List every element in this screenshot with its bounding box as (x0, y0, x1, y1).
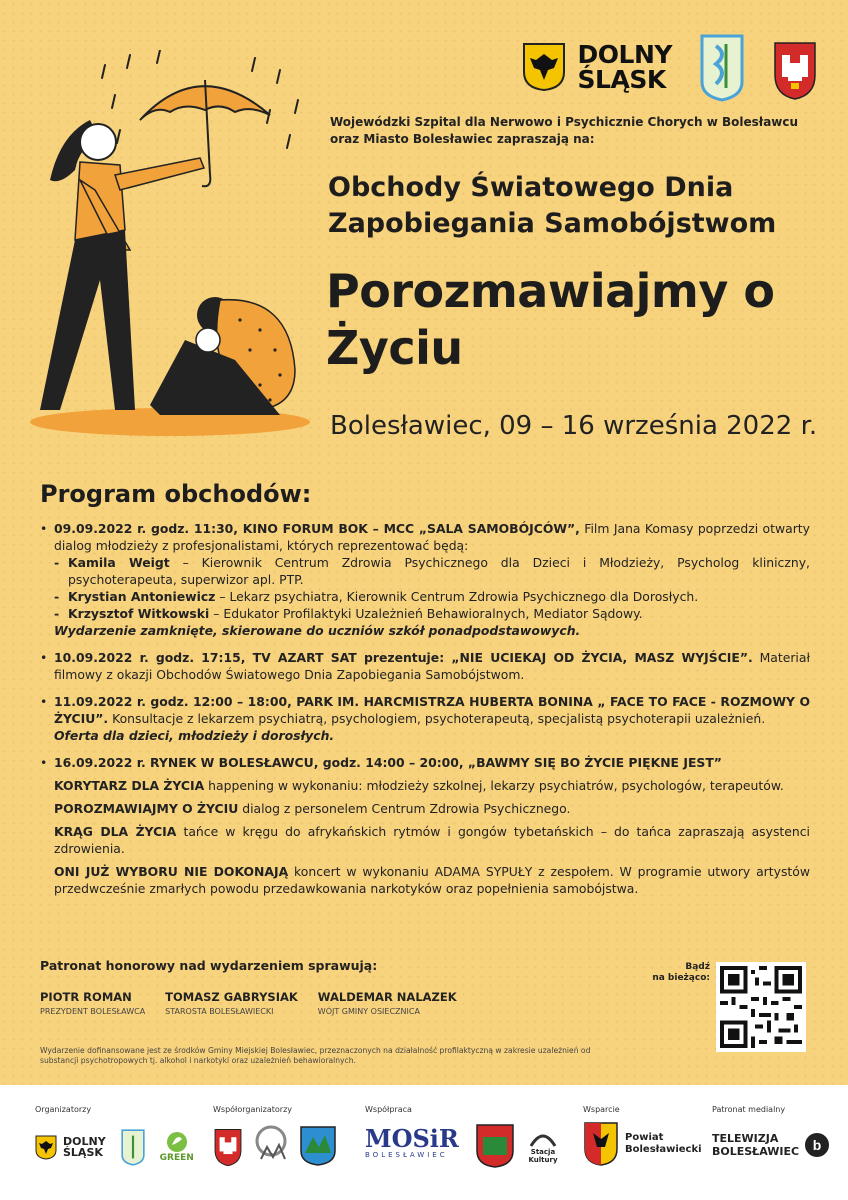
sub-event (54, 800, 810, 817)
patron (165, 990, 298, 1016)
program-heading: Program obchodów: (40, 480, 312, 508)
event-date-title: 10.09.2022 r. godz. 17:15, TV AZART SAT prezentuje: „NIE UCIEKAJ OD ŻYCIA, MASZ WYJŚCIE”. (54, 650, 753, 665)
event-item (40, 649, 810, 683)
headline: Porozmawiajmy o Życiu (326, 264, 775, 375)
coorganizers-logos (213, 1123, 337, 1167)
osiecznica-logo (299, 1123, 337, 1167)
qr-code[interactable] (716, 962, 806, 1052)
green-text: GREEN (159, 1153, 194, 1163)
powiat-logo (583, 1121, 702, 1167)
boleslawiec-coat-of-arms (772, 33, 818, 101)
label-support: Wsparcie (583, 1105, 620, 1114)
sponsor-bar (0, 1085, 848, 1200)
dolny-slask-text: DOLNY ŚLĄSK (63, 1135, 106, 1159)
sub-event-title: ONI JUŻ WYBORU NIE DOKONAJĄ (54, 864, 289, 879)
green-logo (160, 1131, 194, 1163)
speaker-role: – Edukator Profilaktyki Uzależnień Behawioralnych, Mediator Sądowy. (209, 606, 643, 621)
top-logos (522, 32, 818, 102)
stacja-kultury-logo (527, 1126, 559, 1164)
bullet: • (40, 521, 48, 536)
place-date: Bolesławiec, 09 – 16 września 2022 r. (330, 411, 818, 441)
patron-name: TOMASZ GABRYSIAK (165, 990, 298, 1004)
sub-event-desc: koncert w wykonaniu ADAMA SYPUŁY z zespołem. W programie utwory artystów przedwcześnie zmarłych powodu przedawkowania narkotyków oraz popełnienia samobójstwa. (54, 864, 810, 896)
speaker-role: – Kierownik Centrum Zdrowia Psychicznego dla Dzieci i Młodzieży, Psycholog kliniczny, psychoterapeuta, superwizor apl. PTP. (68, 555, 810, 587)
event-desc: Konsultacje z lekarzem psychiatrą, psychologiem, psychoterapeutą, specjalistą psychoterapii uzależnień. (108, 711, 766, 726)
event-desc: Materiał filmowy z okazji Obchodów Światowego Dnia Zapobiegania Samobójstwom. (54, 650, 810, 682)
hospital-logo (120, 1128, 146, 1166)
patrons-list (40, 990, 457, 1016)
event-item (40, 520, 810, 639)
sub-event-desc: tańce w kręgu do afrykańskich rytmów i gongów tybetańskich – do tańca zapraszają asystenci zdrowienia. (54, 824, 810, 856)
mosir-sub: BOLESŁAWIEC (365, 1151, 448, 1159)
sub-event-desc: happening w wykonaniu: młodzieży szkolnej, lekarzy psychiatrów, psychologów, terapeutów. (204, 778, 784, 793)
bullet: • (40, 650, 48, 665)
sub-event-title: KRĄG DLA ŻYCIA (54, 824, 177, 839)
event-date-title: 11.09.2022 r. godz. 12:00 – 18:00, PARK IM. HARCMISTRZA HUBERTA BONINA „ FACE TO FACE - ROZMOWY O ŻYCIU”. (54, 694, 810, 726)
patron (318, 990, 457, 1016)
sub-event-title: POROZMAWIAJMY O ŻYCIU (54, 801, 239, 816)
funding-note: Wydarzenie dofinansowane jest ze środków Gminy Miejskiej Bolesławiec, przeznaczonych na działalność profilaktyczną w zakresie uzależnień od substancji psychotropowych tj. alkohol i narkotyki oraz uzależnień behawioralnych. (40, 1046, 591, 1065)
qr-code-icon (720, 966, 802, 1048)
sub-event-desc: dialog z personelem Centrum Zdrowia Psychicznego. (238, 801, 571, 816)
organizers-logos (35, 1128, 194, 1166)
bullet: • (40, 694, 48, 709)
event-title: Obchody Światowego Dnia Zapobiegania Samobójstwom (328, 172, 777, 239)
intro-text: Wojewódzki Szpital dla Nerwowo i Psychicznie Chorych w Bolesławcu oraz Miasto Bolesławiec zapraszają na: (330, 115, 799, 146)
tv-logo (712, 1131, 831, 1159)
svg-text:b: b (812, 1137, 822, 1153)
powiat-shield-icon (583, 1121, 619, 1167)
boleslawiec-coat-of-arms (213, 1123, 243, 1167)
event-item (40, 754, 810, 897)
bullet: • (40, 755, 48, 770)
mosir-text: MOSiR (365, 1124, 459, 1153)
mosir-logo (365, 1124, 459, 1159)
patron-role: PREZYDENT BOLESŁAWCA (40, 1007, 146, 1016)
qr-label: Bądź na bieżąco: (652, 962, 710, 983)
patronage-heading: Patronat honorowy nad wydarzeniem sprawują: (40, 958, 378, 973)
leaf-icon (166, 1131, 188, 1153)
stacja-text: Stacja Kultury (528, 1148, 558, 1164)
patron-name: WALDEMAR NALAZEK (317, 990, 457, 1004)
sub-event (54, 777, 810, 794)
label-media: Patronat medialny (712, 1105, 786, 1114)
patron-name: PIOTR ROMAN (40, 990, 132, 1004)
event-desc: Film Jana Komasy poprzedzi otwarty dialog młodzieży z profesjonalistami, których reprezentować będą: (54, 521, 810, 553)
speaker-name: Krzysztof Witkowski (68, 606, 210, 621)
sub-event (54, 863, 810, 897)
tv-text: TELEWIZJA BOLESŁAWIEC (712, 1132, 800, 1158)
speaker-name: Krystian Antoniewicz (68, 589, 216, 604)
event-date-title: 09.09.2022 r. godz. 11:30, KINO FORUM BOK – MCC „SALA SAMOBÓJCÓW”, (54, 521, 580, 536)
dolny-slask-logo (522, 42, 672, 92)
label-organizers: Organizatorzy (35, 1105, 92, 1114)
sub-event (54, 823, 810, 857)
mc-logo (253, 1123, 289, 1167)
event-note: Oferta dla dzieci, młodzieży i dorosłych. (54, 728, 335, 743)
gmina-boleslawiec-logo (475, 1121, 515, 1169)
eagle-shield-icon (522, 42, 566, 92)
speaker: - Krzysztof Witkowski – Edukator Profilaktyki Uzależnień Behawioralnych, Mediator Sądowy. (54, 606, 643, 621)
eagle-shield-icon (35, 1135, 57, 1160)
speaker: - Kamila Weigt – Kierownik Centrum Zdrowia Psychicznego dla Dzieci i Młodzieży, Psycholog kliniczny, psychoterapeuta, superwizor apl. PTP. (54, 555, 810, 587)
sub-event-title: KORYTARZ DLA ŻYCIA (54, 778, 205, 793)
tv-b-icon (803, 1131, 831, 1159)
patron-role: STAROSTA BOLESŁAWIECKI (165, 1007, 274, 1016)
stacja-icon (527, 1126, 559, 1148)
event-item (40, 693, 810, 744)
umbrella-illustration (20, 50, 320, 450)
dolny-slask-text: DOLNY ŚLĄSK (577, 40, 672, 94)
event-date-title: 16.09.2022 r. RYNEK W BOLESŁAWCU, godz. 14:00 – 20:00, „BAWMY SIĘ BO ŻYCIE PIĘKNE JEST” (54, 755, 722, 770)
speaker-name: Kamila Weigt (68, 555, 170, 570)
speaker-role: – Lekarz psychiatra, Kierownik Centrum Zdrowia Psychicznego dla Dorosłych. (215, 589, 699, 604)
speaker: - Krystian Antoniewicz – Lekarz psychiatra, Kierownik Centrum Zdrowia Psychicznego dla Dorosłych. (54, 589, 699, 604)
label-coorganizers: Współorganizatorzy (213, 1105, 292, 1114)
hospital-logo (698, 32, 746, 102)
label-cooperation: Współpraca (365, 1105, 412, 1114)
powiat-text: Powiat Bolesławiecki (625, 1132, 702, 1155)
program-list (40, 520, 810, 907)
event-note: Wydarzenie zamknięte, skierowane do uczniów szkół ponadpodstawowych. (54, 623, 581, 638)
cooperation-logos (475, 1121, 559, 1169)
patron (40, 990, 145, 1016)
patron-role: WÓJT GMINY OSIECZNICA (317, 1007, 420, 1016)
